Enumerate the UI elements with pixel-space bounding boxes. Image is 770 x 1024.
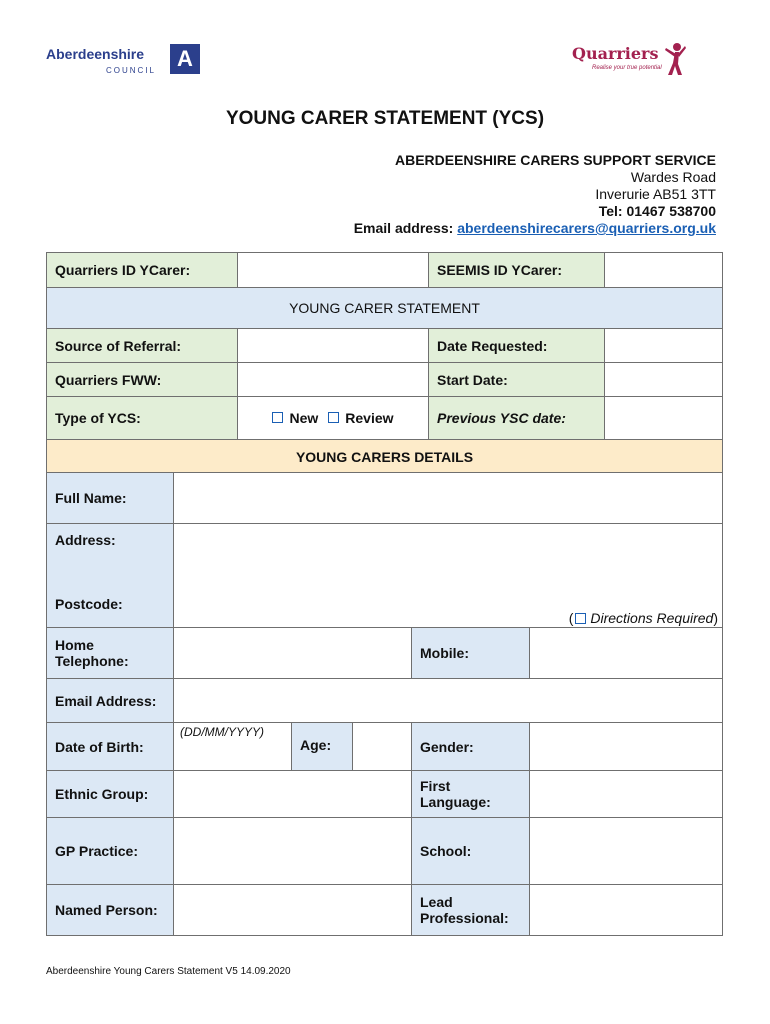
named-person-field[interactable] [173, 884, 412, 936]
email-link[interactable]: aberdeenshirecarers@quarriers.org.uk [457, 220, 716, 236]
quarriers-id-label: Quarriers ID YCarer: [46, 252, 238, 288]
ethnic-group-field[interactable] [173, 770, 412, 818]
home-telephone-label: Home Telephone: [46, 627, 174, 679]
lead-professional-field[interactable] [529, 884, 723, 936]
school-field[interactable] [529, 817, 723, 885]
dob-label: Date of Birth: [46, 722, 174, 771]
previous-ysc-field[interactable] [604, 396, 723, 440]
gender-label: Gender: [411, 722, 530, 771]
logo-council: COUNCIL [106, 66, 157, 75]
directions-open: ( [568, 610, 574, 626]
logo-a-mark: A [170, 44, 200, 74]
service-road: Wardes Road [630, 169, 716, 185]
previous-ysc-label: Previous YSC date: [428, 396, 605, 440]
directions-label: Directions Required [590, 610, 714, 626]
quarriers-fww-label: Quarriers FWW: [46, 362, 238, 397]
email-address-field[interactable] [173, 678, 723, 723]
email-address-label: Email Address: [46, 678, 174, 723]
logo-name: Aberdeenshire [46, 46, 145, 62]
logo-tagline: Realise your true potential [592, 65, 662, 71]
start-date-field[interactable] [604, 362, 723, 397]
dob-hint: (DD/MM/YYYY) [180, 725, 264, 739]
directions-checkbox[interactable] [575, 613, 586, 624]
quarriers-fww-field[interactable] [237, 362, 429, 397]
named-person-label: Named Person: [46, 884, 174, 936]
section-title: YOUNG CARER STATEMENT [289, 300, 480, 316]
directions-close: ) [713, 610, 718, 626]
home-telephone-field[interactable] [173, 627, 412, 679]
gp-practice-field[interactable] [173, 817, 412, 885]
aberdeenshire-council-logo [46, 44, 206, 78]
ethnic-group-label: Ethnic Group: [46, 770, 174, 818]
quarriers-id-field[interactable] [237, 252, 429, 288]
address-label: Address: [55, 532, 116, 548]
new-option-label: New [289, 410, 319, 426]
full-name-label: Full Name: [46, 472, 174, 524]
ycs-form [46, 252, 723, 936]
postcode-label: Postcode: [55, 596, 123, 612]
service-name: ABERDEENSHIRE CARERS SUPPORT SERVICE [394, 152, 716, 168]
service-tel: Tel: 01467 538700 [598, 203, 716, 219]
school-label: School: [411, 817, 530, 885]
type-ycs-options [237, 396, 429, 440]
seemis-id-label: SEEMIS ID YCarer: [428, 252, 605, 288]
service-email-line [354, 220, 716, 236]
footer-text: Aberdeenshire Young Carers Statement V5 14.09.2020 [46, 966, 291, 977]
source-referral-label: Source of Referral: [46, 328, 238, 363]
mobile-label: Mobile: [411, 627, 530, 679]
age-field[interactable] [352, 722, 412, 771]
mobile-field[interactable] [529, 627, 723, 679]
address-label-cell [46, 523, 174, 628]
section-header-details: YOUNG CARERS DETAILS [46, 439, 723, 473]
service-town: Inverurie AB51 3TT [595, 186, 716, 202]
gp-practice-label: GP Practice: [46, 817, 174, 885]
quarriers-logo [572, 42, 692, 78]
date-requested-label: Date Requested: [428, 328, 605, 363]
review-checkbox[interactable] [328, 412, 339, 423]
new-checkbox[interactable] [272, 412, 283, 423]
person-figure-icon [664, 42, 686, 76]
dob-field[interactable] [173, 722, 292, 771]
age-label: Age: [291, 722, 353, 771]
type-ycs-label: Type of YCS: [46, 396, 238, 440]
full-name-field[interactable] [173, 472, 723, 524]
logo-name: Quarriers [572, 44, 659, 63]
section-header-statement [46, 287, 723, 329]
date-requested-field[interactable] [604, 328, 723, 363]
start-date-label: Start Date: [428, 362, 605, 397]
first-language-field[interactable] [529, 770, 723, 818]
directions-required-note [569, 610, 718, 626]
email-label: Email address: [353, 220, 454, 236]
gender-field[interactable] [529, 722, 723, 771]
source-referral-field[interactable] [237, 328, 429, 363]
review-option-label: Review [345, 410, 394, 426]
seemis-id-field[interactable] [604, 252, 723, 288]
lead-professional-label: Lead Professional: [411, 884, 530, 936]
page-title: YOUNG CARER STATEMENT (YCS) [225, 108, 545, 129]
first-language-label: First Language: [411, 770, 530, 818]
